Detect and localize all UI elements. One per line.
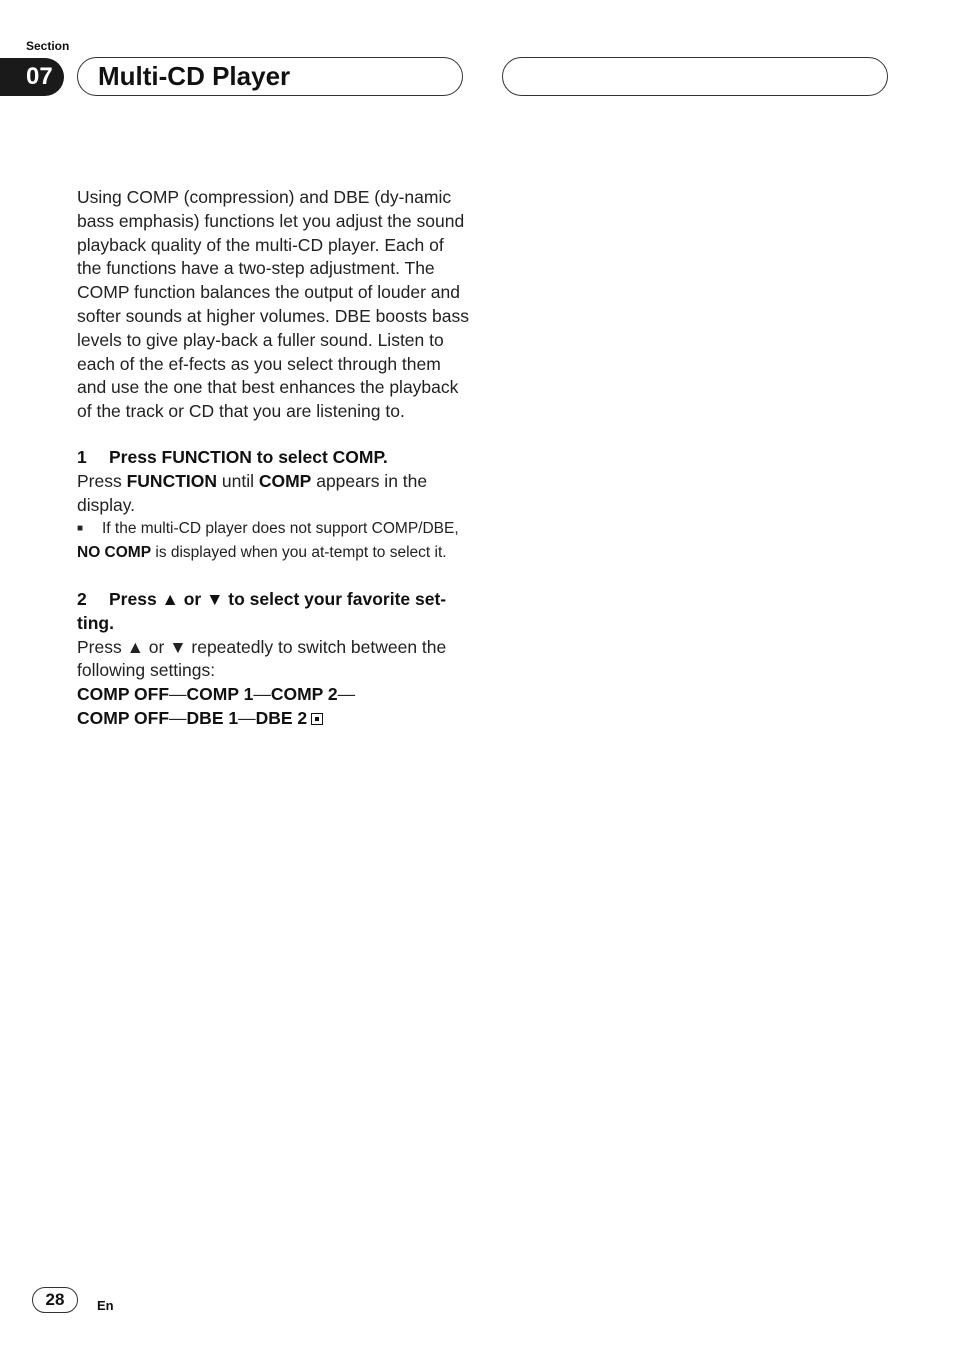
step1-text-b: until <box>217 470 259 491</box>
seq1-setting: COMP OFF <box>77 684 170 705</box>
note-text-a: If the multi-CD player does not support COMP/DBE, <box>102 520 459 538</box>
seq1-setting: COMP 1 <box>186 684 254 705</box>
step1-text-c: appears in the display. <box>77 470 428 515</box>
settings-sequence-line1 <box>77 683 469 707</box>
step1-text-a: Press <box>77 470 127 491</box>
settings-sequence-line2 <box>77 707 469 731</box>
seq1-setting: COMP 2 <box>270 684 338 705</box>
step1-note <box>77 517 469 565</box>
content <box>77 186 469 731</box>
page-title: Multi-CD Player <box>98 61 291 91</box>
note-bullet-icon: ■ <box>77 523 84 535</box>
seq2-separator: — <box>169 707 187 728</box>
seq2-setting: DBE 2 <box>255 707 308 728</box>
seq2-setting: DBE 1 <box>186 707 239 728</box>
step1-number: 1 <box>77 446 87 467</box>
step1-bold-function: FUNCTION <box>126 470 218 491</box>
page-number-badge <box>32 1287 78 1313</box>
step2-number: 2 <box>77 588 87 609</box>
step2-heading-text: Press ▲ or ▼ to select your favorite set-ting. <box>77 588 447 633</box>
intro-paragraph: Using COMP (compression) and DBE (dy-namic bass emphasis) functions let you adjust the sound playback quality of the multi-CD player. Each of the functions have a two-step adjustment. The COMP function balances the output of louder and softer sounds at higher volumes. DBE boosts bass levels to give play-back a fuller sound. Listen to each of the ef-fects as you select through them and use the one that best enhances the playback of the track or CD that you are listening to. <box>77 187 470 422</box>
step1-bold-comp: COMP <box>258 470 312 491</box>
note-bold-nocomp: NO COMP <box>77 544 152 562</box>
end-mark-icon <box>311 713 323 725</box>
step1-heading <box>77 446 469 470</box>
section-number-tab <box>0 58 64 96</box>
step1-text <box>77 470 469 518</box>
step2-text: Press ▲ or ▼ repeatedly to switch between the following settings: <box>77 636 447 681</box>
title-box <box>77 57 463 96</box>
seq1-separator: — <box>253 684 271 705</box>
title-box-right <box>502 57 888 96</box>
page-number: 28 <box>45 1290 65 1309</box>
seq1-separator: — <box>337 684 356 705</box>
seq2-separator: — <box>238 707 256 728</box>
step2-heading <box>77 588 469 636</box>
step1-heading-text: Press FUNCTION to select COMP. <box>109 446 388 467</box>
seq2-setting: COMP OFF <box>77 707 170 728</box>
section-label: Section <box>26 39 70 53</box>
language-label: En <box>97 1298 114 1313</box>
note-text-b: is displayed when you at-tempt to select it. <box>151 544 447 562</box>
section-number: 07 <box>26 63 53 90</box>
seq1-separator: — <box>169 684 187 705</box>
